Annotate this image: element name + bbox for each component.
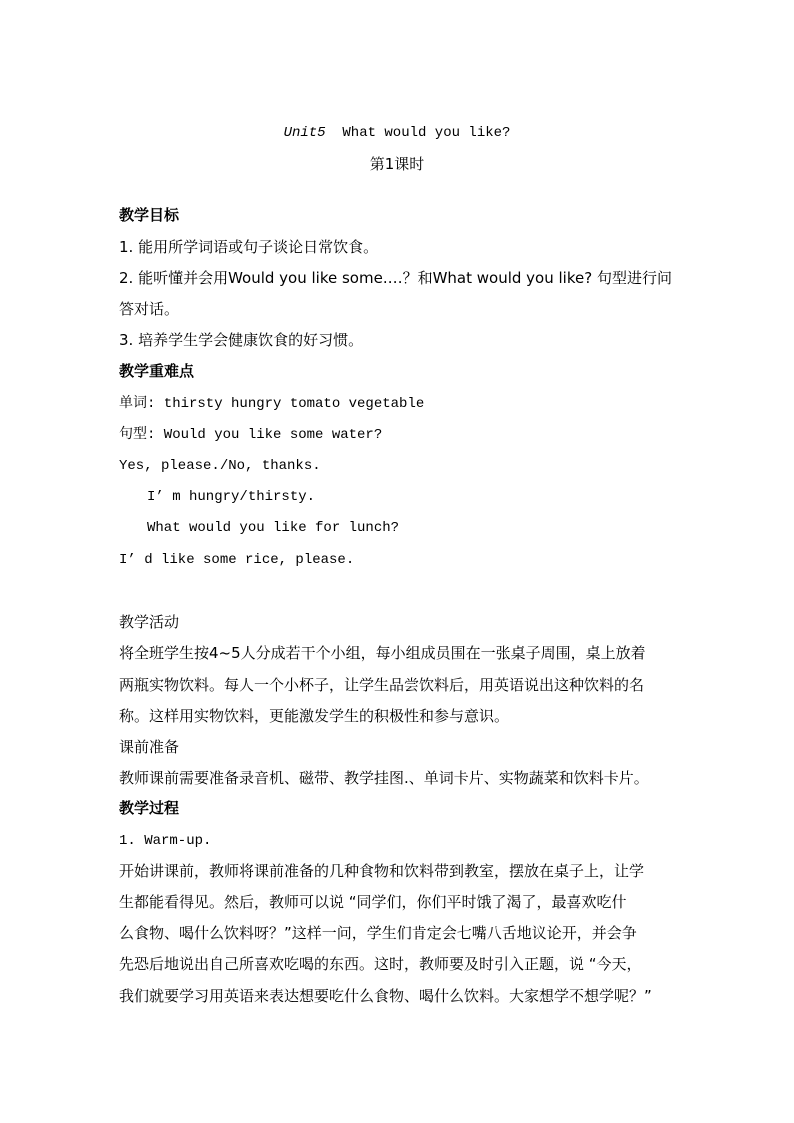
unit-question: What would you like? [342,125,511,141]
key-point-line: I’ d like some rice, please. [119,552,355,568]
activities-line: 将全班学生按4~5人分成若干个小组，每小组成员围在一张桌子周围，桌上放着 [119,644,646,662]
process-line: 开始讲课前，教师将课前准备的几种食物和饮料带到教室，摆放在桌子上，让学 [119,862,645,880]
process-line: 么食物、喝什么饮料呀？”这样一问，学生们肯定会七嘴八舌地议论开，并会争 [119,924,637,942]
unit-title [0,123,794,143]
key-point-line: 句型: Would you like some water? [119,427,383,443]
activities-line: 两瓶实物饮料。每人一个小杯子，让学生品尝饮料后，用英语说出这种饮料的名 [119,676,645,694]
key-points-heading: 教学重难点 [119,362,195,380]
objective-item: 3. 培养学生学会健康饮食的好习惯。 [119,331,364,349]
process-heading: 教学过程 [119,799,180,817]
key-point-line: 单词: thirsty hungry tomato vegetable [119,396,425,412]
preparation-text: 教师课前需要准备录音机、磁带、教学挂图.、单词卡片、实物蔬菜和饮料卡片。 [119,769,649,787]
objective-item: 答对话。 [119,300,180,318]
process-step: 1. Warm-up. [119,833,212,849]
process-line: 先恐后地说出自己所喜欢吃喝的东西。这时，教师要及时引入正题，说 “今天， [119,955,642,973]
activities-heading: 教学活动 [119,613,180,631]
key-point-line: Yes, please./No, thanks. [119,458,321,474]
activities-line: 称。这样用实物饮料，更能激发学生的积极性和参与意识。 [119,707,510,725]
objective-item: 2. 能听懂并会用Would you like some.…？和What would you like? 句型进行问 [119,269,672,287]
lesson-label: 第1课时 [369,155,425,173]
key-point-line: I’ m hungry/thirsty. [147,489,316,505]
process-line: 生都能看得见。然后，教师可以说 “同学们，你们平时饿了渴了，最喜欢吃什 [119,893,627,911]
key-point-line: What would you like for lunch? [147,520,400,536]
objective-item: 1. 能用所学词语或句子谈论日常饮食。 [119,238,379,256]
process-line: 我们就要学习用英语来表达想要吃什么食物、喝什么饮料。大家想学不想学呢？” [119,987,652,1005]
unit-number: Unit5 [283,125,326,141]
preparation-heading: 课前准备 [119,738,180,756]
objectives-heading: 教学目标 [119,206,180,224]
